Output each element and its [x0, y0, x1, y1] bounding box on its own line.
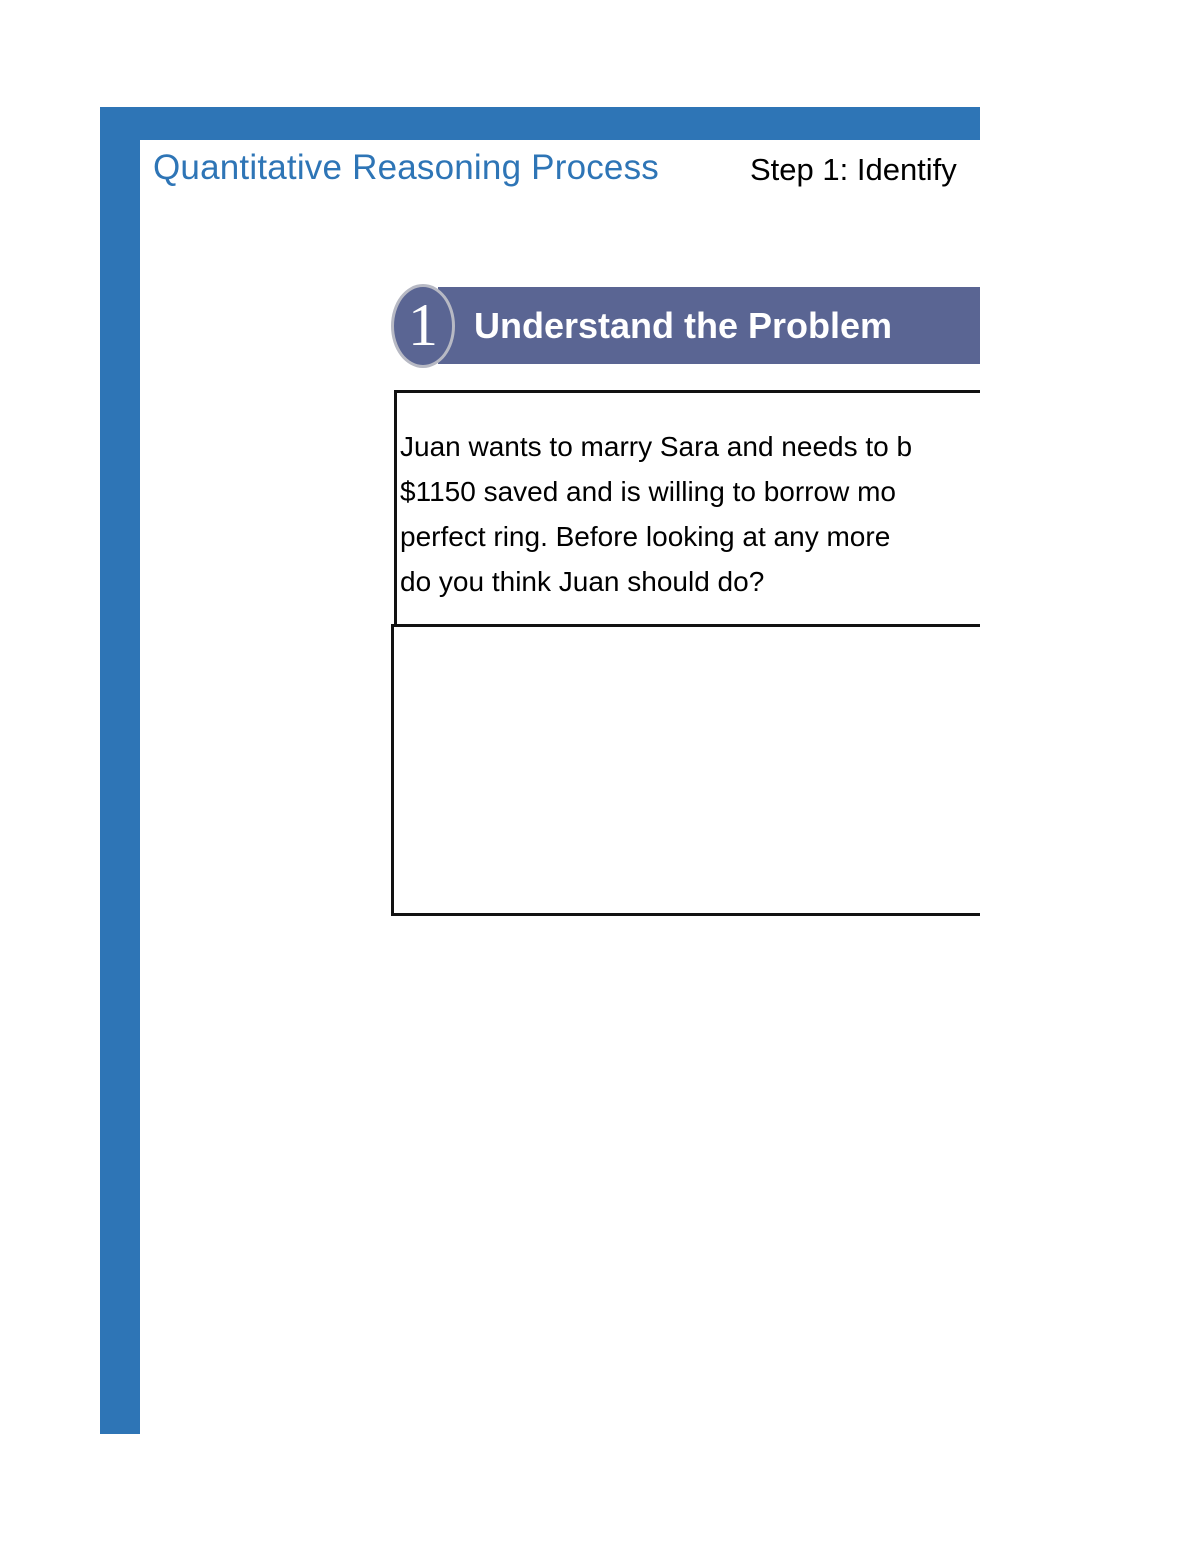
answer-box[interactable] — [391, 624, 980, 916]
problem-line: perfect ring. Before looking at any more — [400, 521, 891, 552]
step-number: 1 — [408, 292, 438, 358]
step-number-badge — [391, 284, 455, 368]
problem-line: Juan wants to marry Sara and needs to b — [400, 431, 913, 462]
page-frame-top-bar — [100, 107, 980, 140]
page-title: Quantitative Reasoning Process — [153, 148, 659, 187]
problem-line: $1150 saved and is willing to borrow mo — [400, 476, 896, 507]
page-frame-left-bar — [100, 107, 140, 1434]
step-label: Step 1: Identify — [750, 152, 957, 187]
problem-statement — [400, 424, 980, 604]
section-heading: Understand the Problem — [474, 305, 893, 346]
problem-line: do you think Juan should do? — [400, 566, 765, 597]
